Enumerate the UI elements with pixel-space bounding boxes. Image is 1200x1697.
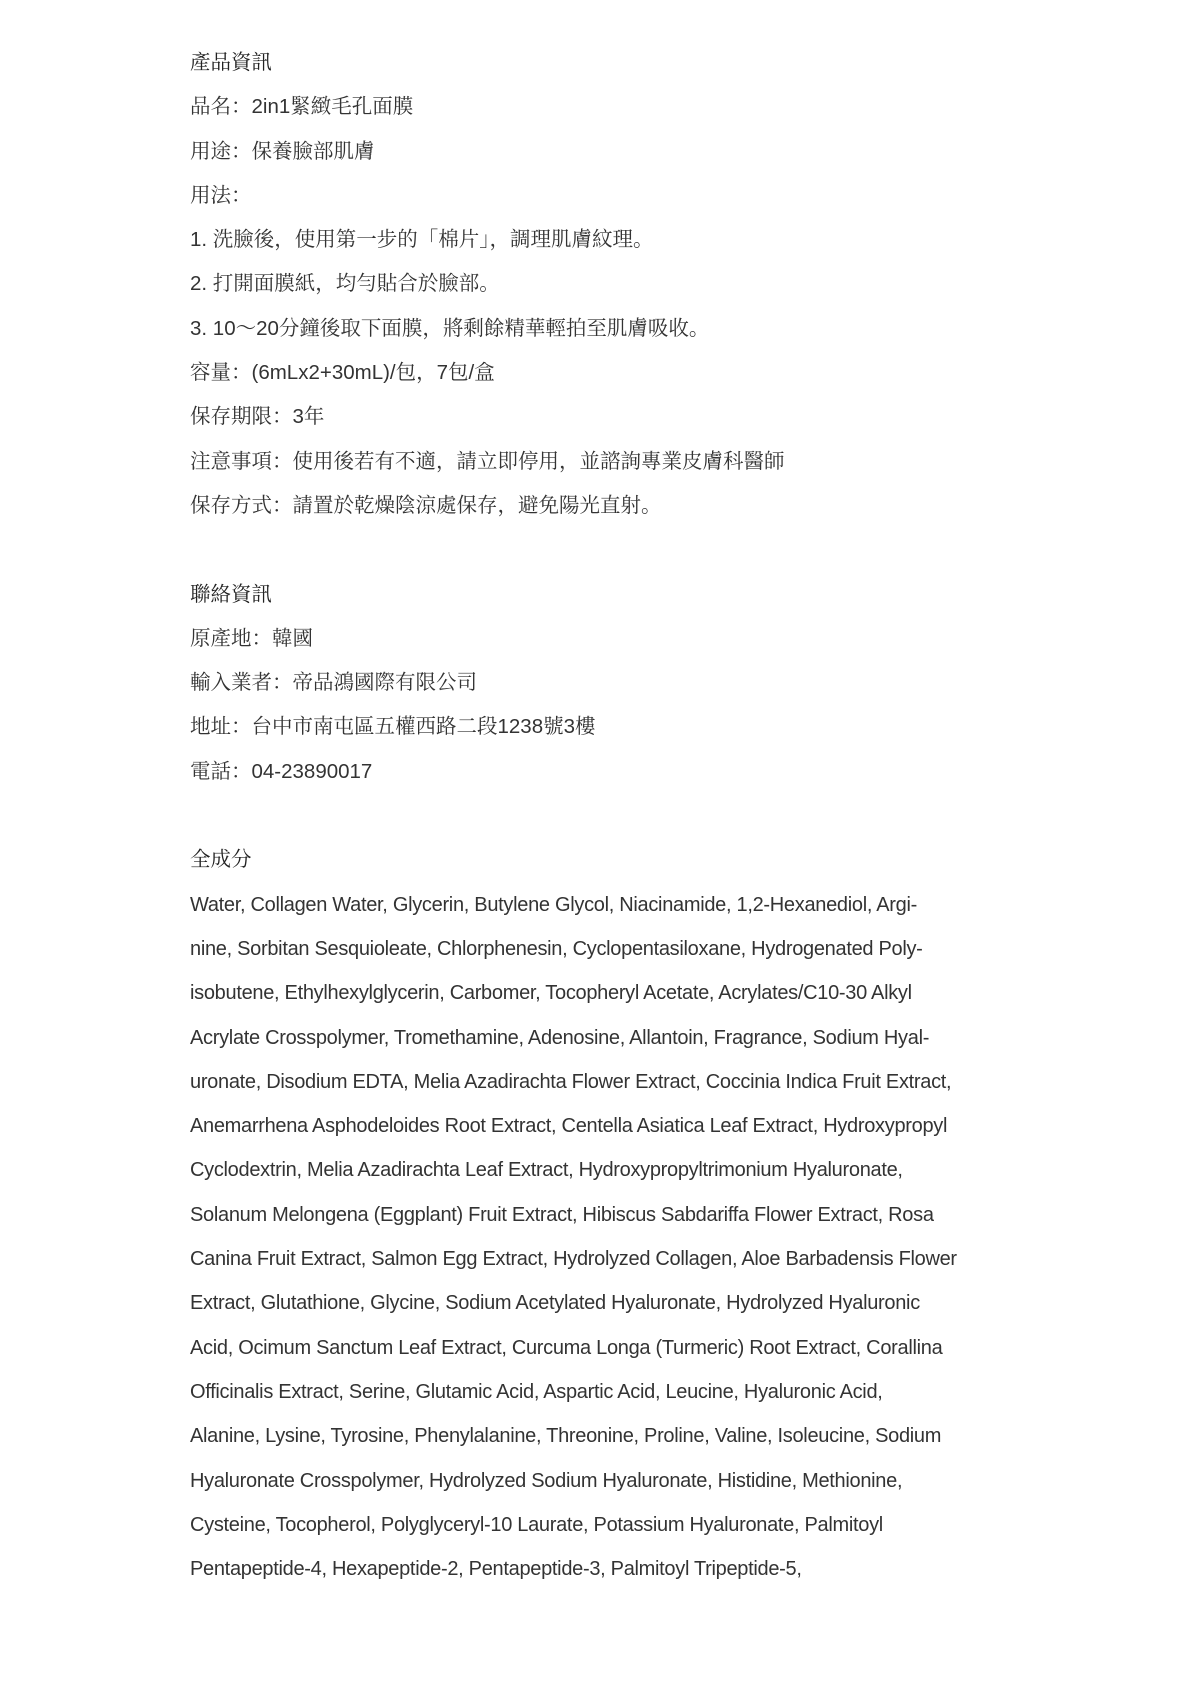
product-info-lines bbox=[190, 85, 1090, 528]
text-line: Anemarrhena Asphodeloides Root Extract, Centella Asiatica Leaf Extract, Hydroxypropyl bbox=[190, 1115, 948, 1138]
contact-info-lines bbox=[190, 617, 1090, 794]
text-line: 原產地：韓國 bbox=[190, 626, 313, 650]
text-line: Extract, Glutathione, Glycine, Sodium Acetylated Hyaluronate, Hydrolyzed Hyaluronic bbox=[190, 1292, 920, 1315]
text-line: Cyclodextrin, Melia Azadirachta Leaf Extract, Hydroxypropyltrimonium Hyaluronate, bbox=[190, 1159, 903, 1182]
text-line: isobutene, Ethylhexylglycerin, Carbomer, Tocopheryl Acetate, Acrylates/C10-30 Alkyl bbox=[190, 982, 912, 1005]
section-heading: 產品資訊 bbox=[190, 51, 272, 74]
text-line: 容量：(6mLx2+30mL)/包，7包/盒 bbox=[190, 361, 495, 385]
text-line: 地址：台中市南屯區五權西路二段1238號3樓 bbox=[190, 715, 596, 739]
section-spacer bbox=[190, 528, 1090, 572]
text-line: 保存方式：請置於乾燥陰涼處保存，避免陽光直射。 bbox=[190, 493, 662, 517]
text-line: 電話：04-23890017 bbox=[190, 759, 373, 783]
text-line: Cysteine, Tocopherol, Polyglyceryl-10 Laurate, Potassium Hyaluronate, Palmitoyl bbox=[190, 1513, 883, 1536]
text-line: 用法： bbox=[190, 183, 252, 207]
text-line: Acrylate Crosspolymer, Tromethamine, Adenosine, Allantoin, Fragrance, Sodium Hyal- bbox=[190, 1026, 930, 1049]
contact-info-section bbox=[190, 573, 1090, 794]
text-line: Pentapeptide-4, Hexapeptide-2, Pentapeptide-3, Palmitoyl Tripeptide-5, bbox=[190, 1558, 802, 1581]
text-line: 2. 打開面膜紙，均勻貼合於臉部。 bbox=[190, 272, 500, 296]
ingredients-lines bbox=[190, 883, 1090, 1592]
ingredients-section bbox=[190, 838, 1090, 1591]
section-spacer bbox=[190, 794, 1090, 838]
product-document bbox=[190, 41, 1090, 1591]
text-line: Solanum Melongena (Eggplant) Fruit Extract, Hibiscus Sabdariffa Flower Extract, Rosa bbox=[190, 1203, 934, 1226]
section-heading: 聯絡資訊 bbox=[190, 582, 272, 606]
text-line: Officinalis Extract, Serine, Glutamic Acid, Aspartic Acid, Leucine, Hyaluronic Acid, bbox=[190, 1380, 883, 1403]
text-line: 品名：2in1緊緻毛孔面膜 bbox=[190, 95, 414, 119]
text-line: nine, Sorbitan Sesquioleate, Chlorphenesin, Cyclopentasiloxane, Hydrogenated Poly- bbox=[190, 937, 923, 960]
text-line: 保存期限：3年 bbox=[190, 405, 325, 429]
text-line: Hyaluronate Crosspolymer, Hydrolyzed Sodium Hyaluronate, Histidine, Methionine, bbox=[190, 1469, 903, 1492]
product-info-section bbox=[190, 41, 1090, 528]
text-line: Canina Fruit Extract, Salmon Egg Extract, Hydrolyzed Collagen, Aloe Barbadensis Flower bbox=[190, 1248, 957, 1271]
text-line: 輸入業者：帝品鴻國際有限公司 bbox=[190, 671, 477, 695]
section-heading: 全成分 bbox=[190, 848, 252, 872]
text-line: 1. 洗臉後，使用第一步的「棉片」，調理肌膚紋理。 bbox=[190, 228, 654, 252]
text-line: Water, Collagen Water, Glycerin, Butylene Glycol, Niacinamide, 1,2-Hexanediol, Argi- bbox=[190, 893, 917, 916]
text-line: 3. 10～20分鐘後取下面膜，將剩餘精華輕拍至肌膚吸收。 bbox=[190, 316, 710, 340]
text-line: uronate, Disodium EDTA, Melia Azadirachta Flower Extract, Coccinia Indica Fruit Extract, bbox=[190, 1070, 952, 1093]
text-line: 注意事項：使用後若有不適，請立即停用，並諮詢專業皮膚科醫師 bbox=[190, 449, 785, 473]
text-line: Alanine, Lysine, Tyrosine, Phenylalanine, Threonine, Proline, Valine, Isoleucine, Sodium bbox=[190, 1425, 942, 1448]
text-line: 用途：保養臉部肌膚 bbox=[190, 139, 375, 163]
text-line: Acid, Ocimum Sanctum Leaf Extract, Curcuma Longa (Turmeric) Root Extract, Corallina bbox=[190, 1336, 943, 1359]
